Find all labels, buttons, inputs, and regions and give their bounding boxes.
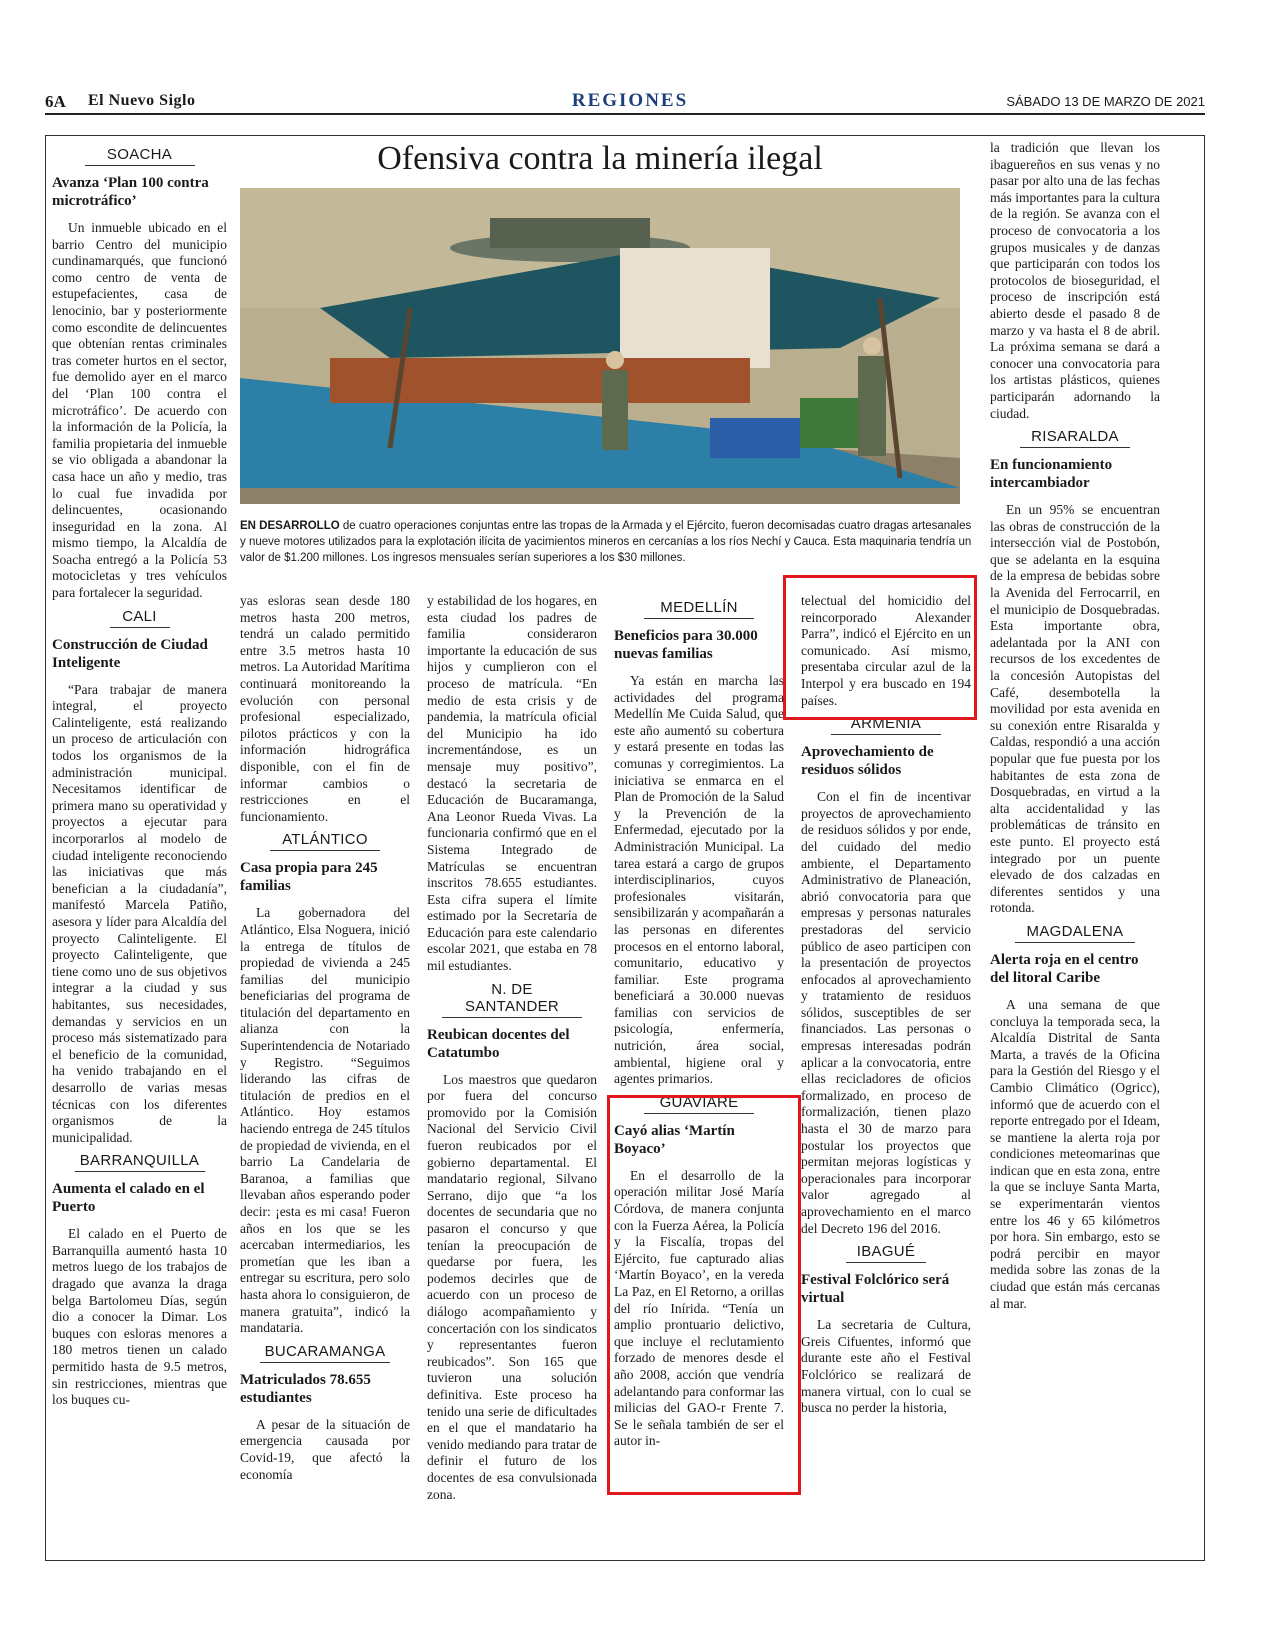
section-label-santander: N. DE SANTANDER (442, 981, 582, 1018)
section-label-cali: CALI (110, 608, 170, 628)
section-label-ibague: IBAGUÉ (846, 1243, 926, 1263)
article-ibague-continued: la tradición que llevan los ibaguereños en sus venas y no pasar por alto una de las fechas más importantes para la cultura de la región. Se avanza con el proceso de convocatoria a los grupos musicales y de danzas que participarán con todos los protocolos de bioseguridad, el proceso de inscripción está abierto desde el pasado 8 de marzo y va hasta el 8 de abril. La próxima semana se dará a conocer una convocatoria para los artistas plásticos, quienes participarán adornando la ciudad. (990, 140, 1160, 421)
headline-bucaramanga: Matriculados 78.655 estudiantes (240, 1371, 371, 1406)
headline-santander: Reubican docentes del Catatumbo (427, 1026, 570, 1061)
article-bucaramanga-continued: y estabilidad de los hogares, en esta ciudad los padres de familia consideraron importante la educación de sus hijos y cumplieron con el proceso de matrícula. “En medio de esta crisis y de pandemia, la matrícula oficial del Municipio ha ido incrementándose, es un mensaje muy positivo”, destacó la secretaria de Educación de Bucaramanga, Ana Leonor Rueda Vivas. La funcionaria confirmó que en el Sistema Integrado de Matrículas se encuentran inscritos 78.655 estudiantes. Esta cifra supera el límite estimado por la Secretaría de Educación para este calendario escolar 2021, que estaba en 78 mil estudiantes. (427, 593, 597, 974)
column-3 (427, 593, 597, 1555)
column-5 (801, 593, 971, 1555)
section-label-guaviare: GUAVIARE (644, 1094, 754, 1114)
headline-medellin: Beneficios para 30.000 nuevas familias (614, 628, 758, 662)
article-atlantico: La gobernadora del Atlántico, Elsa Noguera, inició la entrega de títulos de propiedad de vivienda a 245 familias del municipio beneficiarias del programa de titulación del departamento en alianza con la Superintendencia de Notariado y Registro. “Seguimos liderando las cifras de titulación de predios en el Atlántico. Hoy estamos haciendo entrega de 245 títulos de propiedad de vivienda, en el barrio La Candelaria de Baranoa, a familias que llevaban años esperando poder decir: ¡esta es mi casa! Fueron años en los que se les acercaban intermediarios, les prometían que les iban a entregar su escritura, pero solo hasta ahora lo consiguieron, de manera gratuita”, indicó la mandataria. (240, 905, 410, 1336)
caption-lead: EN DESARROLLO (240, 520, 340, 532)
article-magdalena: A una semana de que concluya la temporada seca, la Alcaldía Distrital de Santa Marta, a través de la Oficina para la Gestión del Riesgo y el Cambio Climático (Ogricc), informó que de acuerdo con el reporte entregado por el Ideam, se mantiene la alerta roja por condiciones meteomarinas que indican que en esta zona, entre la que se incluye Santa Marta, se experimentarán vientos entre los 46 y 65 kilómetros por hora. Sin embargo, esto se podrá percibir en mayor medida sobre las zonas de la ciudad que están más cercanas al mar. (990, 996, 1160, 1311)
article-barranquilla-continued: yas esloras sean desde 180 metros hasta 200 metros, tendrá un calado permitido entre 3.5 metros hasta 10 metros. La Autoridad Marítima continuará monitoreando la evolución con personal profesional especializado, pilotos prácticos y con la información hidrográfica disponible, con el fin de informar cambios o restricciones en el funcionamiento. (240, 593, 410, 824)
main-headline: Ofensiva contra la minería ilegal (377, 140, 823, 177)
section-label-magdalena: MAGDALENA (1015, 923, 1135, 943)
headline-ibague: Festival Folclórico será virtual (801, 1272, 950, 1307)
article-guaviare: En el desarrollo de la operación militar José María Córdova, de manera conjunta con la Fuerza Aérea, la Policía y la Fiscalía, tropas del Ejército, fue capturado alias ‘Martín Boyaco’, en la vereda La Paz, en El Retorno, a orillas del río Inírida. “Tenía un amplio prontuario delictivo, que incluye el reclutamiento forzado de menores desde el año 2008, acción que vendría adelantando para conformar las milicias del GAO-r Frente 7. Se le señala también de ser el autor in- (614, 1167, 784, 1449)
header-rule (45, 113, 1205, 115)
photo-caption (240, 518, 975, 566)
highlight-box-guaviare (607, 1095, 801, 1495)
section-label-soacha: SOACHA (85, 146, 195, 166)
section-label-risaralda: RISARALDA (1020, 428, 1130, 448)
dredge-photo-illustration (240, 188, 960, 504)
section-label-atlantico: ATLÁNTICO (270, 831, 380, 851)
newspaper-name: El Nuevo Siglo (88, 92, 196, 109)
column-1 (52, 140, 227, 1555)
article-barranquilla: El calado en el Puerto de Barranquilla aumentó hasta 10 metros luego de los trabajos de dragado que avanza la draga belga Bartolomeu Días, según dio a conocer la Dimar. Los buques con esloras menores a 180 metros tienen un calado permitido hasta de 9.5 metros, sin restricciones, mientras que los buques cu- (52, 1226, 227, 1408)
headline-armenia: Aprovechamiento de residuos sólidos (801, 744, 934, 779)
column-2 (240, 593, 410, 1555)
highlight-box-guaviare-continued (783, 575, 977, 720)
article-risaralda: En un 95% se encuentran las obras de construcción de la intersección vial de Postobón, que se adelanta en la esquina de la empresa de bebidas sobre la Avenida del Ferrocarril, en el municipio de Dosquebradas. Esta importante obra, adelantada por la ANI con recursos de los excedentes de la concesión Autopistas del Café, desembotella la movilidad por esta avenida en su conexión entre Risaralda y Caldas, respondió a una acción popular que fue puesta por los habitantes de esta zona de Dosquebradas, en virtud a la alta accidentalidad y las problemáticas de tránsito en este punto. El proyecto está integrado por un puente elevado de dos calzadas en diferentes sentidos y una rotonda. (990, 502, 1160, 916)
article-medellin: Ya están en marcha las actividades del programa Medellín Me Cuida Salud, que este año aumentó su cobertura y estará presente en todas las comunas y corregimientos. La iniciativa se enmarca en el Plan de Promoción de la Salud y la Prevención de la Enfermedad, ejecutado por la Administración Municipal. La tarea estará a cargo de grupos interdisciplinarios, cuyos profesionales visitarán, sensibilizarán y acompañarán a las personas en diferentes procesos en el entorno laboral, comunitario, educativo y familiar. Este programa beneficiará a 30.000 nuevas familias con servicios de psicología, enfermería, nutrición, área social, ambiental, higiene oral y agentes primarios. (614, 673, 784, 1087)
section-label-bucaramanga: BUCARAMANGA (260, 1343, 390, 1363)
section-title: REGIONES (571, 90, 689, 111)
article-ibague: La secretaria de Cultura, Greis Cifuentes, informó que durante este año el Festival Folclórico se realizará de manera virtual, con lo cual se busca no perder la historia, (801, 1317, 971, 1416)
headline-barranquilla: Aumenta el calado en el Puerto (52, 1181, 205, 1216)
article-guaviare-continued: telectual del homicidio del reincorporado Alexander Parra”, indicó el Ejército en un comunicado. Así mismo, presentaba circular azul de la Interpol y era buscado en 194 países. (801, 593, 971, 708)
page-number: 6A (45, 92, 66, 111)
issue-date: SÁBADO 13 DE MARZO DE 2021 (1006, 94, 1205, 109)
section-label-armenia: ARMENIA (831, 715, 941, 735)
main-photo (240, 188, 960, 504)
article-cali: “Para trabajar de manera integral, el proyecto Calinteligente, está realizando un proceso de articulación con todos los organismos de la administración municipal. Necesitamos identificar de primera mano su operatividad y proyectos a ejecutar para incorporarlos al modelo de ciudad inteligente reconociendo las iniciativas que más benefician a la ciudadanía”, manifestó Marcela Patiño, asesora y líder para Alcaldía del proyecto Calinteligente. El proyecto Calinteligente, que tiene como uno de sus objetivos integrar a la ciudad y sus habitantes, sus necesidades, demandas y servicios en un proceso más sistematizado para el beneficio de la comunidad, ha venido trabajando en el desarrollo de varias mesas técnicas con los diferentes organismos de la municipalidad. (52, 681, 227, 1145)
article-bucaramanga: A pesar de la situación de emergencia causada por Covid-19, que afectó la economía (240, 1416, 410, 1482)
headline-cali: Construcción de Ciudad Inteligente (52, 636, 208, 671)
article-armenia: Con el fin de incentivar proyectos de aprovechamiento de residuos sólidos y por ende, del cuidado del medio ambiente, el Departamento Administrativo de Planeación, abrió convocatoria para que empresas y personas naturales prestadoras del servicio público de aseo participen con la presentación de proyectos enfocados al aprovechamiento y tratamiento de residuos sólidos, susceptibles de ser financiados. Las personas o empresas interesadas podrán aplicar a la convocatoria, entre ellas recicladores de oficios formalizado, en proceso de formalización, tienen plazo hasta el 30 de marzo para postular los proyectos que permitan mejoras logísticas y operacionales para incorporar valor agregado al aprovechamiento en el marco del Decreto 196 del 2016. (801, 789, 971, 1236)
section-label-barranquilla: BARRANQUILLA (75, 1152, 205, 1172)
headline-risaralda: En funcionamiento intercambiador (990, 457, 1113, 492)
column-6 (990, 140, 1160, 1555)
headline-atlantico: Casa propia para 245 familias (240, 860, 378, 895)
headline-soacha: Avanza ‘Plan 100 contra microtráfico’ (52, 175, 209, 209)
section-label-medellin: MEDELLÍN (644, 599, 754, 619)
article-soacha: Un inmueble ubicado en el barrio Centro del municipio cundinamarqués, que funcionó como centro de venta de estupefacientes, casa de lenocinio, bar y posteriormente como escondite de delincuentes que obtenían rentas criminales tras cometer hurtos en el sector, fue demolido ayer en el marco del ‘Plan 100 contra el microtráfico’. De acuerdo con la información de la Policía, la familia propietaria del inmueble se vio obligada a abandonar la casa hace un año y medio, tras lo cual fue invadida por delincuentes, ocasionando inseguridad en la zona. Al mismo tiempo, la Alcaldía de Soacha entregó a la Policía 53 motocicletas y tres vehículos para fortalecer la seguridad. (52, 220, 227, 601)
article-santander: Los maestros que quedaron por fuera del concurso promovido por la Comisión Nacional del Servicio Civil fueron reubicados por el gobierno departamental. El mandatario regional, Silvano Serrano, dijo que “a los docentes de secundaria que no pasaron el concurso y que tenían la preocupación de quedarse por fuera, les podemos decirles que de acuerdo con un proceso de diálogo acompañamiento y concertación con los sindicatos y representantes fueron reubicados”. Son 165 que tuvieron una solución definitiva. Este proceso ha tenido una serie de dificultades en el que el mandatario ha venido mediando para tratar de definir el futuro de los docentes de esa convulsionada zona. (427, 1071, 597, 1502)
caption-text: de cuatro operaciones conjuntas entre las tropas de la Armada y el Ejército, fueron decomisadas cuatro dragas artesanales y nueve motores utilizados para la explotación ilícita de yacimientos mineros en cercanías a los ríos Nechí y Cauca. Esta maquinaria tendría un valor de $1.200 millones. Los ingresos mensuales serían superiores a los $30 millones. (240, 520, 972, 564)
headline-magdalena: Alerta roja en el centro del litoral Caribe (990, 951, 1139, 986)
headline-guaviare: Cayó alias ‘Martín Boyaco’ (614, 1122, 735, 1157)
